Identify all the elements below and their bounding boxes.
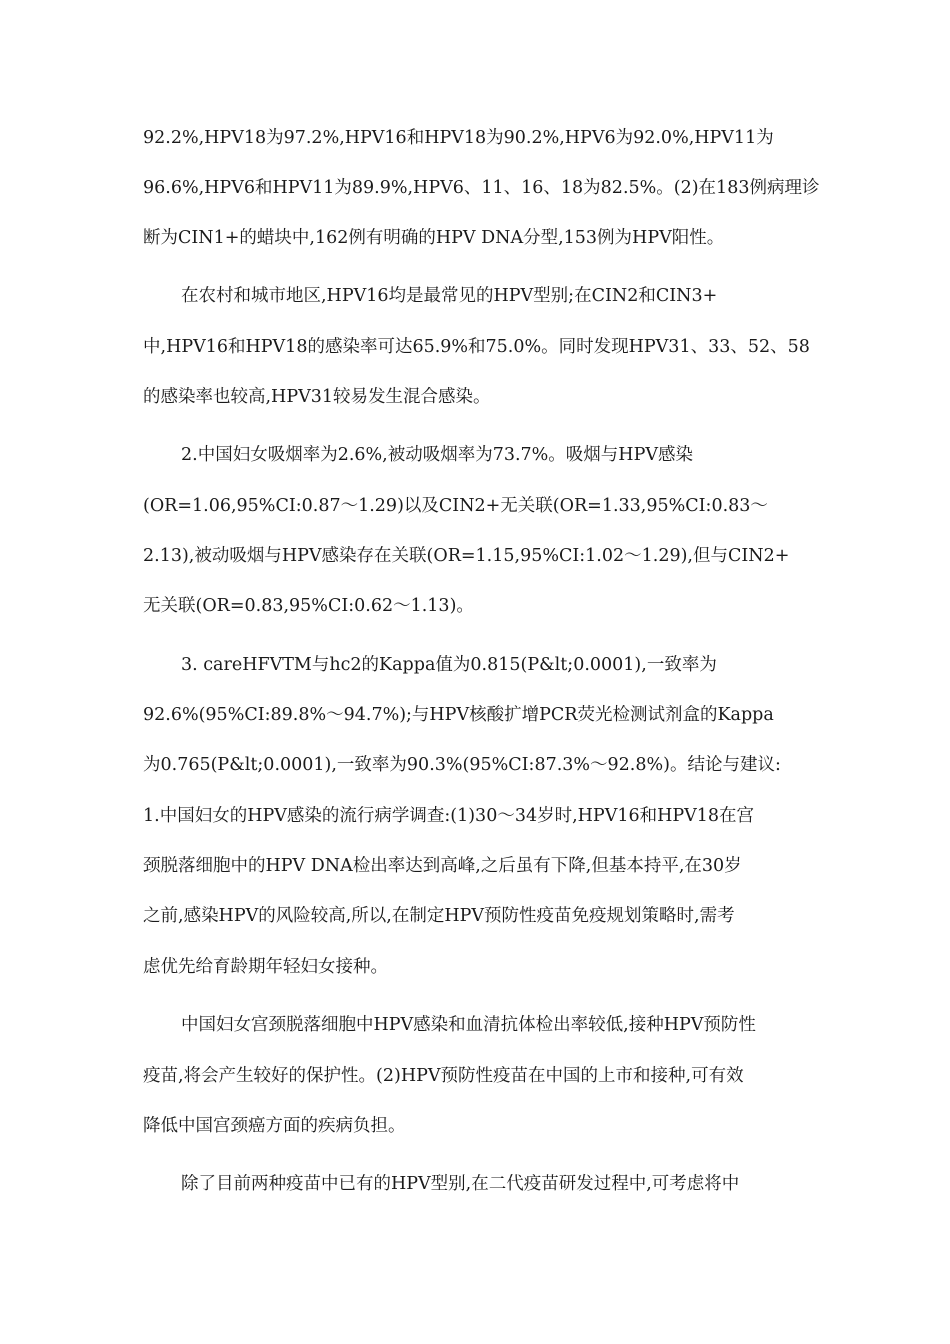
- text-line: 2.13),被动吸烟与HPV感染存在关联(OR=1.15,95%CI:1.02～1.29),但与CIN2+: [143, 546, 790, 566]
- text-line: 虑优先给育龄期年轻妇女接种。: [143, 957, 388, 977]
- text-line: 92.2%,HPV18为97.2%,HPV16和HPV18为90.2%,HPV6为92.0%,HPV11为: [143, 128, 774, 148]
- text-line: 无关联(OR=0.83,95%CI:0.62～1.13)。: [143, 596, 474, 616]
- text-line: 疫苗,将会产生较好的保护性。(2)HPV预防性疫苗在中国的上市和接种,可有效: [143, 1066, 744, 1086]
- paragraph-start-line: 2.中国妇女吸烟率为2.6%,被动吸烟率为73.7%。吸烟与HPV感染: [181, 445, 693, 465]
- text-line: 1.中国妇女的HPV感染的流行病学调查:(1)30～34岁时,HPV16和HPV18在宫: [143, 806, 755, 826]
- paragraph-start-line: 在农村和城市地区,HPV16均是最常见的HPV型别;在CIN2和CIN3+: [181, 286, 718, 306]
- text-line: 颈脱落细胞中的HPV DNA检出率达到高峰,之后虽有下降,但基本持平,在30岁: [143, 856, 742, 876]
- text-line: 断为CIN1+的蜡块中,162例有明确的HPV DNA分型,153例为HPV阳性。: [143, 228, 725, 248]
- text-line: 中,HPV16和HPV18的感染率可达65.9%和75.0%。同时发现HPV31、33、52、58: [143, 337, 810, 357]
- text-line: 92.6%(95%CI:89.8%～94.7%);与HPV核酸扩增PCR荧光检测试剂盒的Kappa: [143, 705, 774, 725]
- text-line: 96.6%,HPV6和HPV11为89.9%,HPV6、11、16、18为82.5%。(2)在183例病理诊: [143, 178, 820, 198]
- text-line: 的感染率也较高,HPV31较易发生混合感染。: [143, 387, 491, 407]
- paragraph-start-line: 中国妇女宫颈脱落细胞中HPV感染和血清抗体检出率较低,接种HPV预防性: [181, 1015, 756, 1035]
- paragraph-start-line: 除了目前两种疫苗中已有的HPV型别,在二代疫苗研发过程中,可考虑将中: [181, 1174, 740, 1194]
- text-line: (OR=1.06,95%CI:0.87～1.29)以及CIN2+无关联(OR=1.33,95%CI:0.83～: [143, 496, 768, 516]
- text-line: 降低中国宫颈癌方面的疾病负担。: [143, 1116, 406, 1136]
- text-line: 为0.765(P&lt;0.0001),一致率为90.3%(95%CI:87.3%～92.8%)。结论与建议:: [143, 755, 781, 775]
- paragraph-start-line: 3. careHFVTM与hc2的Kappa值为0.815(P&lt;0.0001),一致率为: [181, 655, 717, 675]
- text-line: 之前,感染HPV的风险较高,所以,在制定HPV预防性疫苗免疫规划策略时,需考: [143, 906, 735, 926]
